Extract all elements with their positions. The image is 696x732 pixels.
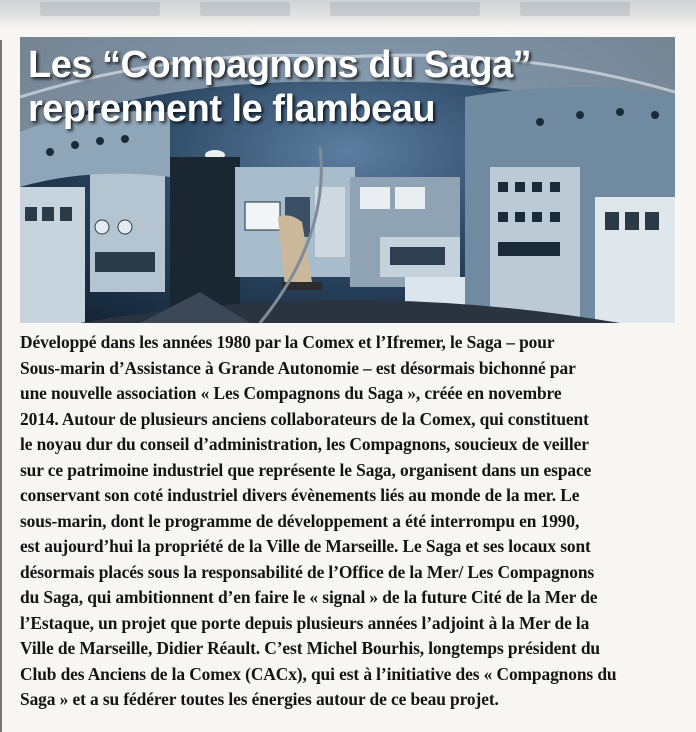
article-line: 2014. Autour de plusieurs anciens collaborateurs de la Comex, qui constituent — [20, 408, 589, 429]
article-line: Club des Anciens de la Comex (CACx), qui est à l’initiative des « Compagnons du — [20, 663, 617, 684]
article-line: l’Estaque, un projet que porte depuis plusieurs années l’adjoint à la Mer de la — [20, 612, 590, 633]
headline-line-1: Les “Compagnons du Saga” — [28, 44, 532, 86]
article-line: conservant son coté industriel divers évènements liés au monde de la mer. Le — [20, 485, 580, 505]
article-line: Sous-marin d’Assistance à Grande Autonomie – est désormais bichonné par — [20, 357, 576, 378]
article-line: Développé dans les années 1980 par la Comex et l’Ifremer, le Saga – pour — [20, 332, 555, 352]
article-line: sous-marin, dont le programme de développement a été interrompu en 1990, — [20, 510, 580, 531]
article-line: est aujourd’hui la propriété de la Ville de Marseille. Le Saga et ses locaux sont — [20, 536, 591, 556]
headline — [28, 43, 531, 131]
article-line: Saga » et a su fédérer toutes les énergies autour de ce beau projet. — [20, 689, 499, 709]
previous-page-edge — [0, 0, 696, 28]
article-body — [20, 330, 680, 713]
article-line: Ville de Marseille, Didier Réault. C’est Michel Bourhis, longtemps président du — [20, 638, 600, 658]
article-line: le noyau dur du conseil d’administration, les Compagnons, soucieux de veiller — [20, 434, 589, 454]
article-line: du Saga, qui ambitionnent d’en faire le « signal » de la future Cité de la Mer de — [20, 587, 598, 607]
page-margin-rule — [0, 40, 2, 732]
headline-line-2: reprennent le flambeau — [28, 88, 436, 130]
article-line: sur ce patrimoine industriel que représente le Saga, organisent dans un espace — [20, 459, 592, 480]
article-line: désormais placés sous la responsabilité de l’Office de la Mer/ Les Compagnons — [20, 561, 595, 582]
article-line: une nouvelle association « Les Compagnons du Saga », créée en novembre — [20, 383, 562, 403]
hero-photo — [20, 37, 675, 323]
